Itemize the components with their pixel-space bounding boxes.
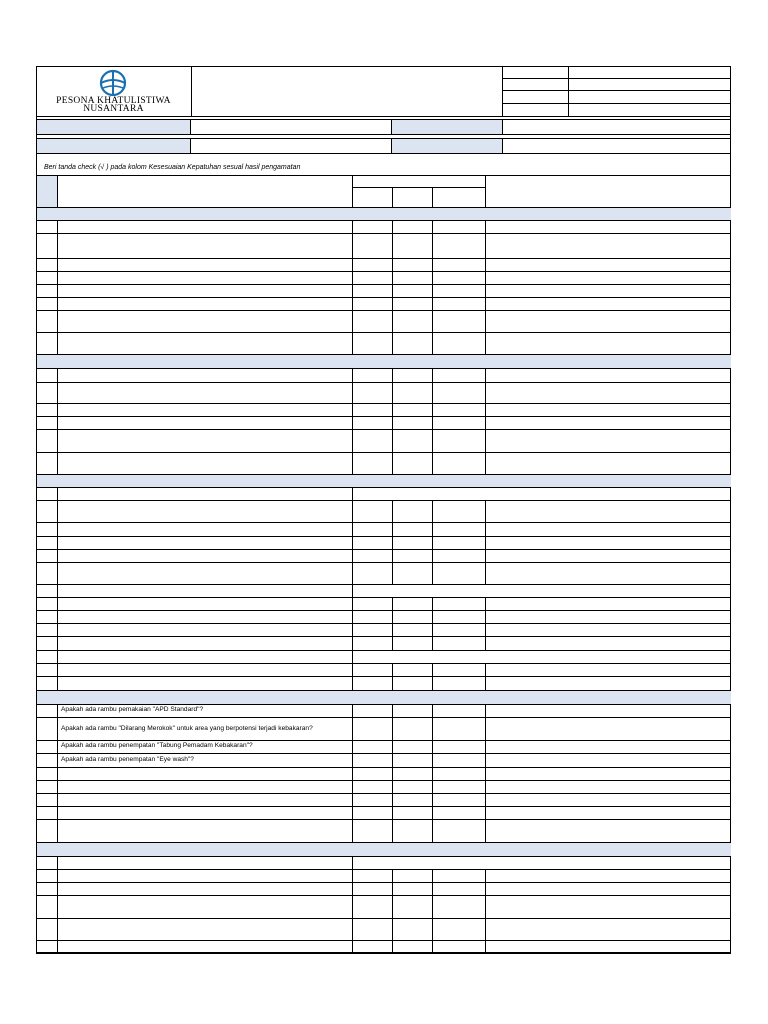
info-label-2 <box>391 119 503 135</box>
info-label-4 <box>391 138 503 154</box>
section-header-row-5 <box>37 843 731 856</box>
company-name-line2: NUSANTARA <box>83 104 144 114</box>
question-no-smoking: Apakah ada rambu "Dilarang Merokok" untuk area yang berpotensi terjadi kebakaran? <box>61 725 313 732</box>
section-header-row-2 <box>37 355 731 368</box>
info-label-1 <box>36 119 191 135</box>
info-field-3[interactable] <box>190 138 392 154</box>
section-header-row-3 <box>37 475 731 487</box>
question-apd: Apakah ada rambu pemakaian "APD Standard"? <box>61 706 204 713</box>
info-field-2[interactable] <box>502 119 731 135</box>
info-field-4[interactable] <box>502 138 731 154</box>
question-eyewash: Apakah ada rambu penempatan "Eye wash"? <box>61 756 194 763</box>
question-extinguisher: Apakah ada rambu penempatan "Tabung Pemadam Kebakaran"? <box>61 742 253 749</box>
company-logo <box>36 66 191 116</box>
table-number-header <box>37 176 57 207</box>
instruction-text: Beri tanda check (√ ) pada kolom Kesesuaian Kepatuhan sesual hasil pengamatan <box>44 164 301 171</box>
globe-logo-icon <box>98 69 128 97</box>
section-header-row-1 <box>37 208 731 220</box>
section-header-row-4 <box>37 691 731 704</box>
info-label-3 <box>36 138 191 154</box>
company-name-line1: PESONA KHATULISTIWA <box>56 96 171 106</box>
info-field-1[interactable] <box>190 119 392 135</box>
